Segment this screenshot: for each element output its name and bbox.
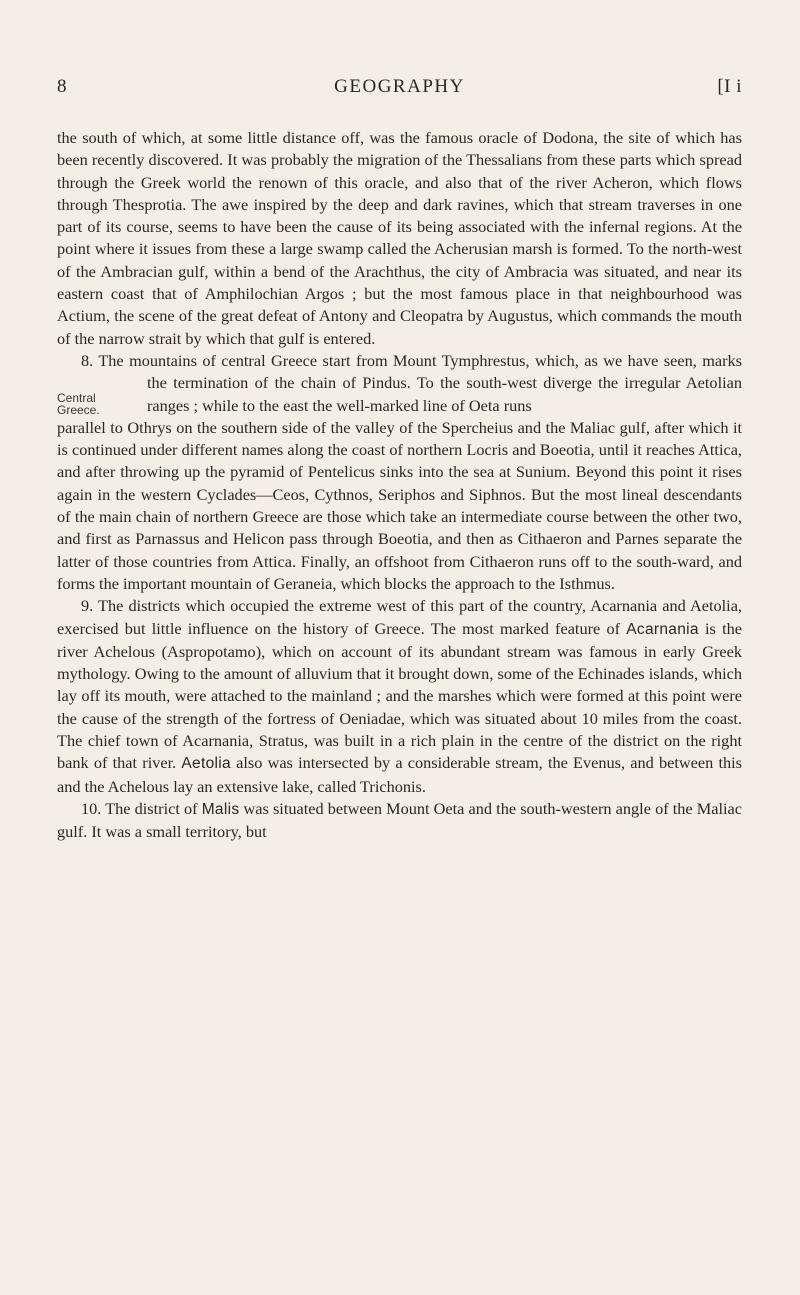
paragraph-10 (57, 798, 742, 844)
term-aetolia: Aetolia (181, 755, 231, 773)
term-acarnania: Acarnania (626, 620, 699, 638)
paragraph-9-text-c: also was intersected by a considerable stream, the Evenus, and between this and the Achelous lay an extensive lake, called Trichonis. (57, 753, 742, 796)
sidenote-line-2: Greece. (57, 402, 100, 417)
paragraph-9-text-a: 9. The districts which occupied the extreme west of this part of the country, Acarnania and Aetolia, exercised but little influence on the history of Greece. The most marked feature of (57, 596, 742, 638)
paragraph-8-continuation: parallel to Othrys on the southern side of the valley of the Spercheius and the Maliac gulf, after which it is continued under different names along the coast of northern Locris and Boeotia, until it reaches Attica, and after throwing up the pyramid of Pentelicus sinks into the sea at Sunium. Beyond this point it rises again in the western Cyclades—Ceos, Cythnos, Seriphos and Siphnos. But the most lineal descendants of the main chain of northern Greece are those which take an intermediate course between the other two, and first as Parnassus and Helicon pass through Boeotia, and then as Cithaeron and Parnes separate the latter of those countries from Attica. Finally, an offshoot from Cithaeron runs off to the south-ward, and forms the important mountain of Geraneia, which blocks the approach to the Isthmus. (57, 417, 742, 593)
paragraph-central-greece-block (57, 350, 742, 417)
paragraph-oracle-dodona: the south of which, at some little distance off, was the famous oracle of Dodona, the site of which has been recently discovered. It was probably the migration of the Thessalians from these parts which spread through the Greek world the renown of this oracle, and also that of the river Acheron, which flows through Thesprotia. The awe inspired by the deep and dark ravines, which that stream traverses in one part of its course, seems to have been the cause of its being associated with the infernal regions. At the point where it issues from these a large swamp called the Acherusian marsh is formed. To the north-west of the Ambracian gulf, within a bend of the Arachthus, the city of Ambracia was situated, and near its eastern coast that of Amphilochian Argos ; but the most famous place in that neighbourhood was Actium, the scene of the great defeat of Antony and Cleopatra by Augustus, which commands the mouth of the narrow strait by which that gulf is entered. (57, 128, 742, 348)
margin-note (57, 350, 147, 417)
section-reference: [I i (717, 76, 742, 97)
term-malis: Malis (201, 800, 240, 818)
sidenote-central-greece (57, 392, 100, 416)
sidenote-line-1: Central (57, 390, 96, 405)
paragraph-8-opening: 8. The mountains of central Greece start from Mount Tymphrestus, which, as we have seen, marks the termination of the chain of Pindus. To the south-west diverge the irregular Aetolian ranges ; while to the east the well-marked line of Oeta runs (81, 350, 742, 415)
page-number: 8 (57, 76, 67, 97)
running-header (57, 76, 742, 106)
running-title: GEOGRAPHY (334, 76, 465, 97)
paragraph-10-text-b: was situated between Mount Oeta and the south-western angle of the Maliac gulf. It was a small territory, but (57, 798, 742, 842)
body-text (57, 127, 742, 844)
paragraph-9-text-b: is the river Achelous (Aspropotamo), which on account of its abundant stream was famous in early Greek mythology. Owing to the amount of alluvium that it brought down, some of the Echinades islands, which lay off its mouth, were attached to the mainland ; and the marshes which were formed at this point were the cause of the strength of the fortress of Oeniadae, which was situated about 10 miles from the coast. The chief town of Acarnania, Stratus, was built in a rich plain in the centre of the district on the right bank of that river. (57, 618, 742, 773)
paragraph-10-text-a: 10. The district of (81, 798, 198, 818)
paragraph-9 (57, 595, 742, 798)
